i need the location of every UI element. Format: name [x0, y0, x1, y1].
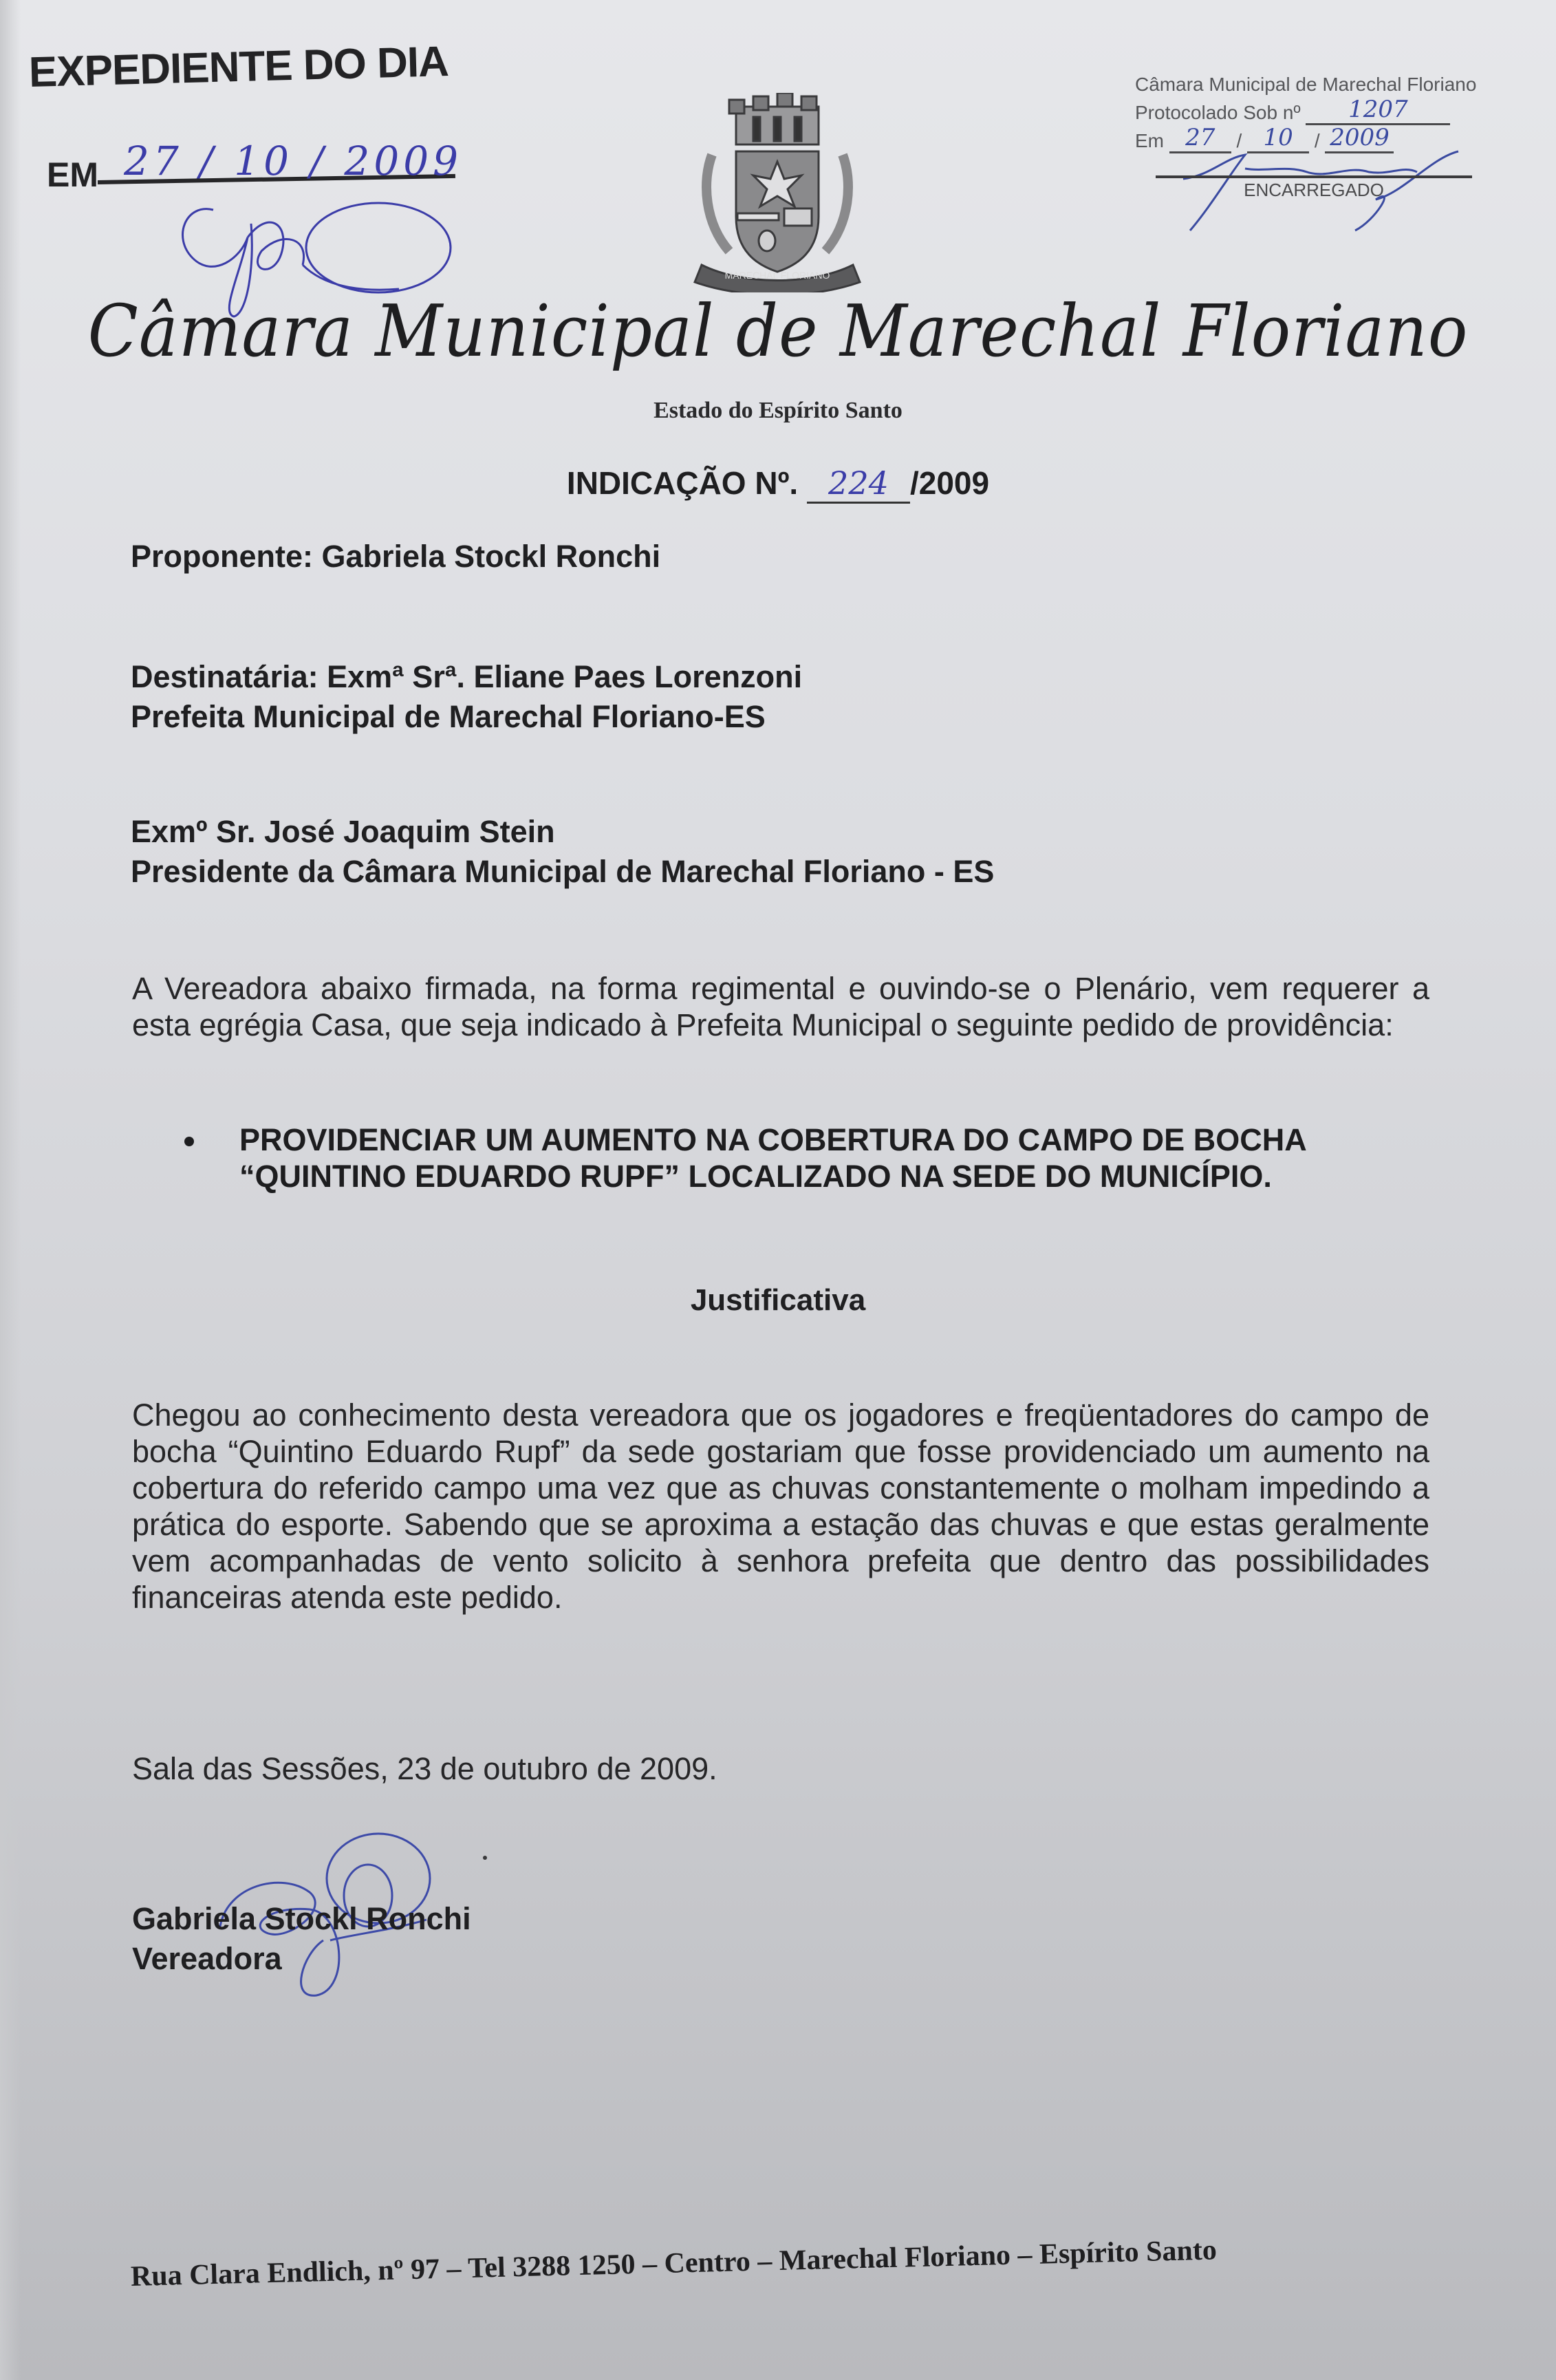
signer-block: [132, 1899, 471, 1979]
protocol-number: 1207: [1348, 96, 1408, 123]
organization-subtitle: Estado do Espírito Santo: [653, 398, 903, 423]
indication-label: INDICAÇÃO Nº.: [566, 465, 799, 501]
recipient-name: Destinatária: Exmª Srª. Eliane Paes Lorenzoni: [131, 659, 803, 694]
signer-name: Gabriela Stockl Ronchi: [132, 1901, 471, 1936]
protocol-em-label: Em: [1135, 130, 1164, 151]
justification-paragraph: Chegou ao conhecimento desta vereadora que os jogadores e freqüentadores do campo de bocha “Quintino Eduardo Rupf” da sede gostariam que fosse providenciado um aumento na cobertura do referido campo uma vez que as chuvas constantemente o molham impedindo a prática do esporte. Sabendo que se aproxima a estação das chuvas e que estas geralmente vem acompanhadas de vento solicito à senhora prefeita que dentro das possibilidades financeiras atenda este pedido.: [132, 1397, 1429, 1615]
protocol-role-label: ENCARREGADO: [1156, 175, 1472, 201]
stamp-title: EXPEDIENTE DO DIA: [28, 38, 449, 96]
intro-paragraph: A Vereadora abaixo firmada, na forma regimental e ouvindo-se o Plenário, vem requerer a esta egrégia Casa, que seja indicado à Prefeita Municipal o seguinte pedido de providência:: [132, 971, 1429, 1042]
request-list-item: [186, 1122, 1431, 1194]
recipient-block: [131, 657, 802, 737]
protocol-org: Câmara Municipal de Marechal Floriano: [1135, 74, 1477, 95]
stamp-handwritten-date: 27 / 10 / 2009: [124, 138, 463, 184]
protocol-stamp: Câmara Municipal de Marechal Floriano Protocolado Sob nº 1207 Em 27 / 10 / 2009: [1135, 72, 1476, 153]
paper-edge-shadow: [0, 0, 21, 2380]
indication-year: /2009: [909, 465, 990, 501]
closing-date: Sala das Sessões, 23 de outubro de 2009.: [132, 1751, 717, 1786]
president-name: Exmº Sr. José Joaquim Stein: [131, 814, 555, 849]
justification-heading: Justificativa: [690, 1283, 866, 1317]
proponent: Proponente: Gabriela Stockl Ronchi: [131, 539, 661, 574]
protocol-year: 2009: [1330, 124, 1390, 151]
request-text: PROVIDENCIAR UM AUMENTO NA COBERTURA DO CAMPO DE BOCHA “QUINTINO EDUARDO RUPF” LOCALIZADO NA SEDE DO MUNICÍPIO.: [239, 1122, 1306, 1194]
stamp-em-label: EM: [47, 156, 98, 194]
organization-title: Câmara Municipal de Marechal Floriano: [87, 289, 1469, 373]
crest-ribbon-text: MARECHAL FLORIANO: [724, 270, 830, 281]
protocol-label: Protocolado Sob nº: [1135, 102, 1301, 123]
recipient-title: Prefeita Municipal de Marechal Floriano-ES: [131, 699, 766, 734]
president-block: [131, 812, 994, 892]
protocol-day: 27: [1185, 124, 1215, 151]
protocol-month: 10: [1263, 124, 1293, 151]
indication-number: 224: [807, 464, 910, 504]
municipal-crest-icon: [688, 93, 867, 292]
signer-role: Vereadora: [132, 1941, 282, 1976]
bullet-icon: [184, 1137, 194, 1146]
indication-heading: [0, 464, 1556, 504]
footer-address: Rua Clara Endlich, nº 97 – Tel 3288 1250 – Centro – Marechal Floriano – Espírito Santo: [130, 2234, 1218, 2293]
president-title: Presidente da Câmara Municipal de Marechal Floriano - ES: [131, 854, 995, 889]
